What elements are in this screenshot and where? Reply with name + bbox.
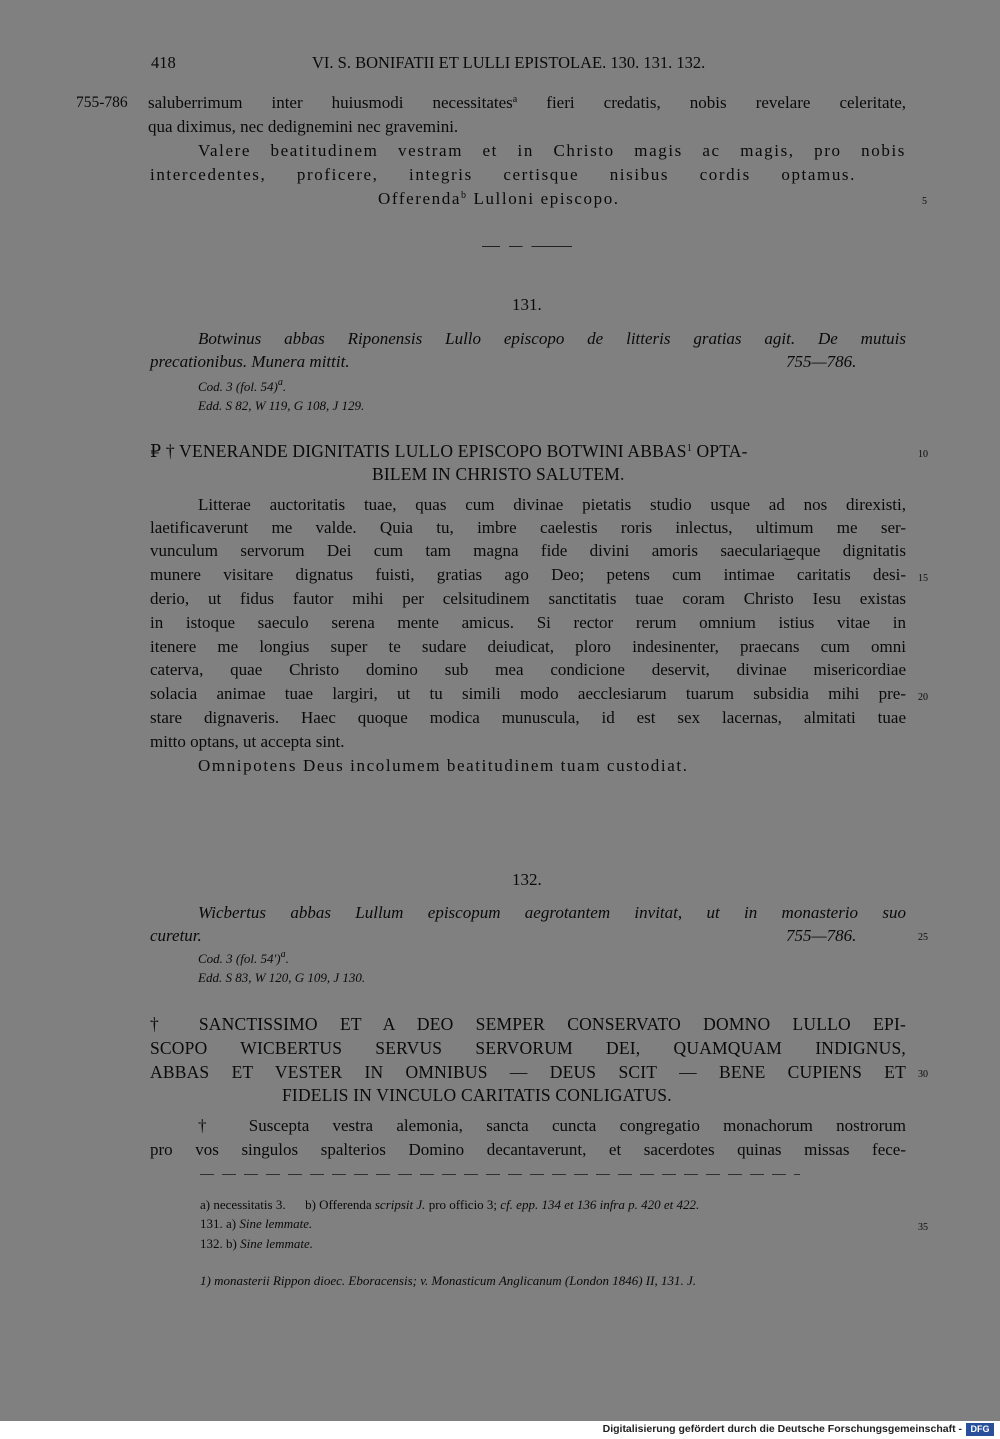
letter131-greeting-1: ₽ † VENERANDE DIGNITATIS LULLO EPISCOPO BOTWINI ABBAS$^1$ OPTA- [150,441,748,461]
letter132-date: 755—786. [786,926,857,945]
line-number-5: 5 [922,196,927,207]
letter131-number: 131. [512,295,542,314]
letter131-body-8: caterva, quae Christo domino sub mea condicione deservit, divinae misericordiae [150,660,906,679]
line-number-30: 30 [918,1069,928,1080]
letter132-summary-2: curetur. [150,926,202,945]
letter131-edd: Edd. S 82, W 119, G 108, J 129. [198,398,365,413]
funding-text: Digitalisierung gefördert durch die Deutsche Forschungsgemeinschaft - [602,1423,962,1435]
letter132-greeting-2: SCOPO WICBERTUS SERVUS SERVORUM DEI, QUAMQUAM INDIGNUS, [150,1038,906,1058]
letter131-summary-1: Botwinus abbas Riponensis Lullo episcopo de litteris gratias agit. De mutuis [198,329,906,348]
footnote-131: 131. a) Sine lemmate. [200,1216,313,1231]
letter130-line-4: intercedentes, proficere, integris certisque nisibus cordis optamus. [150,165,856,184]
letter131-date: 755—786. [786,352,857,371]
letter132-cod: Cod. 3 (fol. 54')$^a$. [198,949,289,966]
running-title: VI. S. BONIFATII ET LULLI EPISTOLAE. 130. 131. 132. [312,53,706,72]
letter131-body-9: solacia animae tuae largiri, ut tu simili modo aecclesiarum tuarum subsidia mihi pre- [150,684,906,703]
letter130-line-2: qua diximus, nec dedignemini nec gravemini. [148,117,459,136]
letter131-body-1: Litterae auctoritatis tuae, quas cum divinae pietatis studio usque ad nos direxisti, [198,495,906,514]
letter131-closing: Omnipotens Deus incolumem beatitudinem tuam custodiat. [198,756,689,775]
line-number-15: 15 [918,573,928,584]
letter130-line-1: saluberrimum inter huiusmodi necessitates$^a$ fieri credatis, nobis revelare celeritate, [148,93,907,112]
letter132-summary-1: Wicbertus abbas Lullum episcopum aegrotantem invitat, ut in monasterio suo [198,903,906,922]
letter132-greeting-3: ABBAS ET VESTER IN OMNIBUS — DEUS SCIT — BENE CUPIENS ET [150,1062,906,1082]
letter131-cod: Cod. 3 (fol. 54)$^a$. [198,377,287,394]
line-number-25: 25 [918,932,928,943]
letter131-body-4: munere visitare dignatus fuisti, gratias ago Deo; petens cum intimae caritatis desi- [150,565,906,584]
letter131-greeting-2: BILEM IN CHRISTO SALUTEM. [372,464,625,484]
letter132-body-1: † Suscepta vestra alemonia, sancta cuncta congregatio monachorum nostrorum [198,1116,906,1135]
margin-date: 755-786 [76,94,128,111]
footnote-a-b: a) necessitatis 3. b) Offerenda scripsit J. pro officio 3; cf. epp. 134 et 136 infra p. 420 et 422. [200,1197,700,1212]
letter131-body-7: itenere me longius super te sudare deiudicat, ploro indesinenter, praecans cum omni [150,637,906,656]
letter132-greeting-4: FIDELIS IN VINCULO CARITATIS CONLIGATUS. [282,1085,672,1105]
footnote-1: 1) monasterii Rippon dioec. Eboracensis; v. Monasticum Anglicanum (London 1846) II, 131. J. [200,1273,696,1288]
letter130-line-5: Offerenda$^b$ Lulloni episcopo. [378,189,620,208]
line-number-20: 20 [918,692,928,703]
letter131-body-3: vunculum servorum Dei cum tam magna fide divini amoris saecularia͜eque dignitatis [150,541,906,560]
page-number: 418 [151,53,176,72]
dfg-logo: DFG [966,1423,994,1436]
letter131-body-11: mitto optans, ut accepta sint. [150,732,345,751]
letter131-body-6: in istoque saeculo serena mente amicus. Si rector rerum omnium istius vitae in [150,613,906,632]
letter131-body-10: stare dignaveris. Haec quoque modica munuscula, id est sex lacernas, almitati tuae [150,708,906,727]
line-number-35: 35 [918,1222,928,1233]
letter132-greeting-1: † SANCTISSIMO ET A DEO SEMPER CONSERVATO DOMNO LULLO EPI- [150,1014,906,1034]
letter131-summary-2: precationibus. Munera mittit. [150,352,350,371]
footnote-rule [200,1174,800,1175]
letter131-body-5: derio, ut fidus fautor mihi per celsitudinem sanctitatis tuae coram Christo Iesu existas [150,589,906,608]
letter132-number: 132. [512,870,542,889]
footnote-132: 132. b) Sine lemmate. [200,1236,314,1251]
letter132-edd: Edd. S 83, W 120, G 109, J 130. [198,970,366,985]
line-number-10: 10 [918,449,928,460]
letter131-body-2: laetificaverunt me valde. Quia tu, imbre caelestis roris inlectus, ultimum me ser- [150,518,906,537]
letter132-body-2: pro vos singulos spalterios Domino decantaverunt, et sacerdotes quinas missas fece- [150,1140,906,1159]
section-divider [482,246,572,247]
letter130-line-3: Valere beatitudinem vestram et in Christo magis ac magis, pro nobis [198,141,906,160]
